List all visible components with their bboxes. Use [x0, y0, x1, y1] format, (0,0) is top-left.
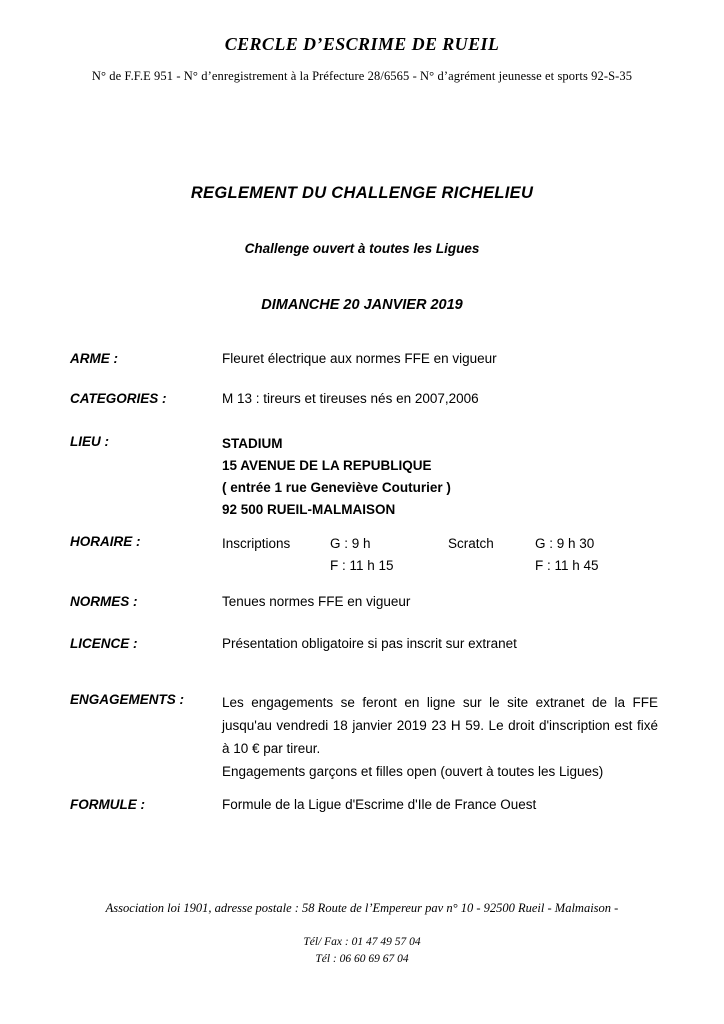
document-title: REGLEMENT DU CHALLENGE RICHELIEU: [190, 184, 534, 202]
scratch-time-g: G : 9 h 30: [535, 536, 595, 551]
section-normes: [70, 593, 658, 610]
inscriptions-time-f: F : 11 h 15: [330, 558, 394, 573]
section-engagements-label: ENGAGEMENTS :: [70, 692, 185, 707]
section-normes-value: Tenues normes FFE en vigueur: [222, 594, 411, 609]
lieu-line-street: 15 AVENUE DE LA REPUBLIQUE: [222, 458, 432, 473]
horaire-schedule: [222, 533, 658, 577]
section-arme: [70, 350, 658, 367]
association-line: Association loi 1901, adresse postale : 58 Route de l’Empereur pav n° 10 - 92500 Rueil - Malmaison -: [105, 901, 619, 915]
scratch-label: Scratch: [448, 536, 494, 551]
section-lieu-value: [222, 433, 658, 521]
section-categories: [70, 390, 658, 407]
section-arme-label: ARME :: [70, 351, 118, 366]
engagements-open-line: Engagements garçons et filles open (ouvert à toutes les Ligues): [222, 764, 604, 779]
lieu-line-venue: STADIUM: [222, 436, 283, 451]
section-formule-value: Formule de la Ligue d'Escrime d'Ile de France Ouest: [222, 797, 537, 812]
registration-line: N° de F.F.E 951 - N° d’enregistrement à la Préfecture 28/6565 - N° d’agrément jeunesse et sports 92-S-35: [91, 69, 633, 83]
section-formule: [70, 796, 658, 813]
document-subtitle: Challenge ouvert à toutes les Ligues: [244, 241, 480, 256]
section-licence-value: Présentation obligatoire si pas inscrit sur extranet: [222, 636, 517, 651]
section-formule-label: FORMULE :: [70, 797, 145, 812]
section-licence-label: LICENCE :: [70, 636, 138, 651]
section-lieu: [70, 433, 658, 521]
section-horaire-label: HORAIRE :: [70, 534, 141, 549]
section-horaire: [70, 533, 658, 577]
horaire-spacer-1: [222, 555, 330, 577]
engagements-paragraph: Les engagements se feront en ligne sur le site extranet de la FFE jusqu'au vendredi 18 janvier 2019 23 H 59. Le droit d'inscription est fixé à 10 € par tireur.: [222, 695, 658, 756]
tel-line: Tél : 06 60 69 67 04: [315, 953, 409, 965]
inscriptions-time-g: G : 9 h: [330, 536, 371, 551]
section-categories-value: M 13 : tireurs et tireuses nés en 2007,2006: [222, 391, 479, 406]
section-categories-label: CATEGORIES :: [70, 391, 167, 406]
section-licence: [70, 635, 658, 652]
section-arme-value: Fleuret électrique aux normes FFE en vigueur: [222, 351, 497, 366]
document-body: [0, 350, 724, 813]
section-normes-label: NORMES :: [70, 594, 138, 609]
club-name: CERCLE D’ESCRIME DE RUEIL: [224, 34, 500, 54]
lieu-line-city: 92 500 RUEIL-MALMAISON: [222, 502, 396, 517]
lieu-line-entrance: ( entrée 1 rue Geneviève Couturier ): [222, 480, 451, 495]
event-date: DIMANCHE 20 JANVIER 2019: [261, 297, 463, 313]
footer: [0, 901, 724, 968]
tel-fax-line: Tél/ Fax : 01 47 49 57 04: [303, 936, 421, 948]
section-lieu-label: LIEU :: [70, 434, 109, 449]
section-engagements: [70, 691, 658, 783]
horaire-spacer-2: [448, 555, 535, 577]
inscriptions-label: Inscriptions: [222, 536, 291, 551]
scratch-time-f: F : 11 h 45: [535, 558, 599, 573]
